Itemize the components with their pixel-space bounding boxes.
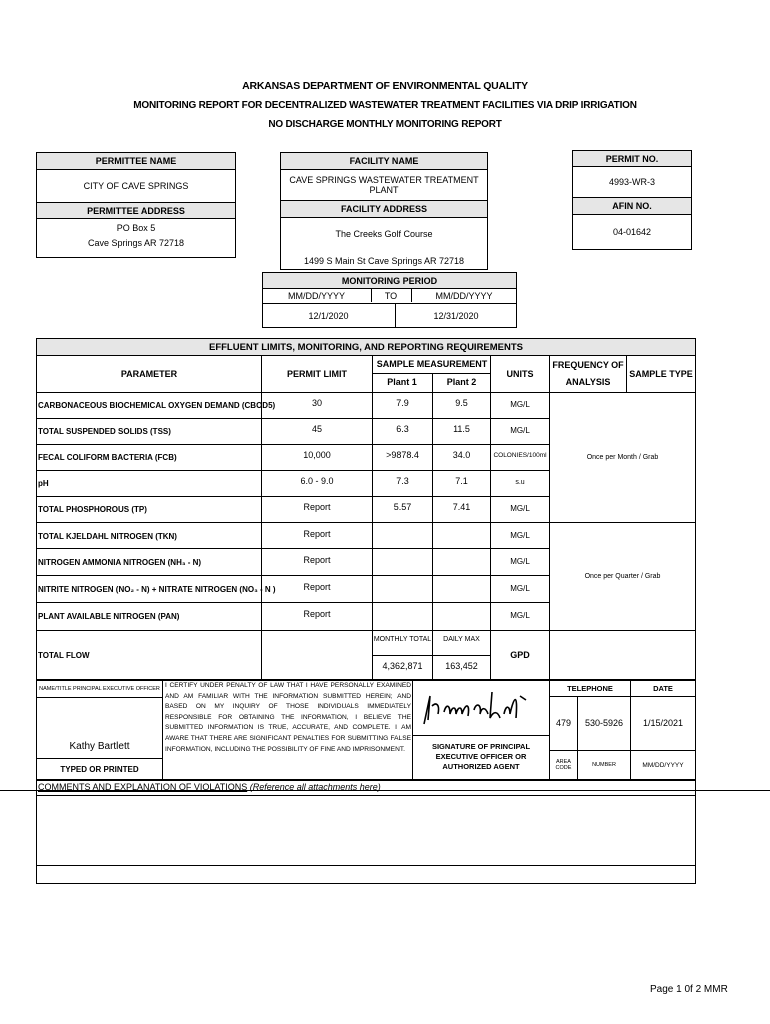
plant1-cbod5: 7.9 <box>396 398 409 408</box>
col-frequency-1: FREQUENCY OF <box>552 360 624 370</box>
afin-no: 04-01642 <box>612 227 652 237</box>
param-cbod5: CARBONACEOUS BIOCHEMICAL OXYGEN DEMAND (CBOD5) <box>38 401 276 410</box>
units-cbod5: MG/L <box>510 400 530 409</box>
param-ph: pH <box>38 479 49 488</box>
plant1-fcb: >9878.4 <box>386 450 419 460</box>
flow-units: GPD <box>510 650 530 660</box>
agency-title: ARKANSAS DEPARTMENT OF ENVIRONMENTAL QUALITY <box>242 80 528 92</box>
param-fcb: FECAL COLIFORM BACTERIA (FCB) <box>38 453 177 462</box>
plant2-ph: 7.1 <box>455 476 468 486</box>
comments-heading <box>38 782 381 792</box>
date-label: DATE <box>653 684 673 693</box>
units-ph: s.u <box>515 479 525 486</box>
comments-ref: (Reference all attachments here) <box>249 782 381 792</box>
area-code: 479 <box>555 718 572 728</box>
units-tss: MG/L <box>510 426 530 435</box>
limit-nh3: Report <box>303 555 331 565</box>
param-tss: TOTAL SUSPENDED SOLIDS (TSS) <box>38 427 171 436</box>
col-plant2: Plant 2 <box>446 377 477 387</box>
comments-label: COMMENTS AND EXPLANATION OF VIOLATIONS <box>38 782 248 792</box>
afin-no-label: AFIN NO. <box>573 198 691 214</box>
facility-address-line1: The Creeks Golf Course <box>335 229 433 239</box>
permittee-name: CITY OF CAVE SPRINGS <box>83 181 189 191</box>
daily-max-value: 163,452 <box>445 661 478 671</box>
param-pan: PLANT AVAILABLE NITROGEN (PAN) <box>38 612 180 621</box>
frequency-monthly: Once per Month / Grab <box>586 453 659 461</box>
frequency-quarterly: Once per Quarter / Grab <box>584 572 661 580</box>
limit-ph: 6.0 - 9.0 <box>300 476 334 486</box>
col-units: UNITS <box>506 369 534 379</box>
permittee-name-label: PERMITTEE NAME <box>37 153 235 169</box>
permittee-address-line2: Cave Springs AR 72718 <box>87 238 185 248</box>
signature <box>418 684 544 732</box>
permittee-address-line1: PO Box 5 <box>116 223 156 233</box>
col-plant1: Plant 1 <box>387 377 417 387</box>
plant2-cbod5: 9.5 <box>455 398 468 408</box>
col-parameter: PARAMETER <box>120 369 178 379</box>
col-permit-limit: PERMIT LIMIT <box>287 369 347 379</box>
date-format-label: MM/DD/YYYY <box>642 761 684 769</box>
facility-address-line2: 1499 S Main St Cave Springs AR 72718 <box>303 256 465 266</box>
certification-text: I CERTIFY UNDER PENALTY OF LAW THAT I HAVE PERSONALLY EXAMINED AND AM FAMILIAR WITH THE INFORMATION SUBMITTED HEREIN; AND BASED ON MY INQUIRY OF THOSE INDIVIDUALS IMMEDIATELY RESPONSIBLE FOR OBTAINING THE INFORMATION, I BELIEVE THE SUBMITTED INFORMATION IS TRUE, ACCURATE, AND COMPLETE. I AM AWARE THAT THERE ARE SIGNIFICANT PENALTIES FOR SUBMITTING FALSE INFORMATION, INCLUDING THE POSSIBILITY OF FINE AND IMPRISONMENT. <box>165 682 411 753</box>
from-format: MM/DD/YYYY <box>287 291 345 301</box>
param-no2-no3: NITRITE NITROGEN (NO₂ - N) + NITRATE NITROGEN (NO₃ - N ) <box>38 585 276 594</box>
total-flow-label: TOTAL FLOW <box>38 651 90 660</box>
sign-date: 1/15/2021 <box>642 718 684 728</box>
period-to: 12/31/2020 <box>433 311 479 321</box>
monthly-total-value: 4,362,871 <box>382 661 423 671</box>
param-nh3: NITROGEN AMMONIA NITROGEN (NH₃ - N) <box>38 558 202 567</box>
facility-name: CAVE SPRINGS WASTEWATER TREATMENT PLANT <box>289 175 479 195</box>
permit-no: 4993-WR-3 <box>608 177 655 187</box>
daily-max-label: DAILY MAX <box>443 636 480 643</box>
monitoring-period-label: MONITORING PERIOD <box>263 273 516 288</box>
signature-label: SIGNATURE OF PRINCIPAL EXECUTIVE OFFICER OR AUTHORIZED AGENT <box>431 742 531 771</box>
param-tp: TOTAL PHOSPHOROUS (TP) <box>38 505 147 514</box>
col-sample-measurement: SAMPLE MEASUREMENT <box>376 359 488 369</box>
units-tp: MG/L <box>510 504 530 513</box>
officer-label: NAME/TITLE PRINCIPAL EXECUTIVE OFFICER <box>39 685 160 692</box>
param-tkn: TOTAL KJELDAHL NITROGEN (TKN) <box>38 532 177 541</box>
limit-tkn: Report <box>303 529 331 539</box>
units-pan: MG/L <box>510 611 530 620</box>
plant2-tp: 7.41 <box>452 502 471 512</box>
plant1-tss: 6.3 <box>396 424 409 434</box>
officer-name: Kathy Bartlett <box>69 740 130 752</box>
limit-pan: Report <box>303 609 331 619</box>
facility-address-label: FACILITY ADDRESS <box>281 201 487 217</box>
plant2-tss: 11.5 <box>453 424 470 434</box>
monthly-total-label: MONTHLY TOTAL <box>373 636 432 643</box>
page-number: Page 1 0f 2 MMR <box>650 984 728 995</box>
plant1-ph: 7.3 <box>396 476 409 486</box>
number-label: NUMBER <box>592 762 616 768</box>
plant1-tp: 5.57 <box>393 502 412 512</box>
limit-tp: Report <box>303 502 331 512</box>
units-nh3: MG/L <box>510 557 530 566</box>
units-fcb: COLONIES/100ml <box>493 452 547 459</box>
col-frequency-2: ANALYSIS <box>565 377 611 387</box>
col-sample-type: SAMPLE TYPE <box>629 369 693 379</box>
phone-number: 530-5926 <box>584 718 624 728</box>
units-no2-no3: MG/L <box>510 584 530 593</box>
typed-or-printed-label: TYPED OR PRINTED <box>60 764 139 774</box>
to-format: MM/DD/YYYY <box>435 291 493 301</box>
effluent-title: EFFLUENT LIMITS, MONITORING, AND REPORTING REQUIREMENTS <box>37 339 695 355</box>
limit-tss: 45 <box>311 424 322 434</box>
report-title: MONITORING REPORT FOR DECENTRALIZED WASTEWATER TREATMENT FACILITIES VIA DRIP IRRIGATION <box>133 100 637 111</box>
area-code-label: AREA CODE <box>555 759 572 771</box>
permittee-address-label: PERMITTEE ADDRESS <box>37 203 235 218</box>
units-tkn: MG/L <box>510 531 530 540</box>
to-label: TO <box>384 291 398 301</box>
facility-name-label: FACILITY NAME <box>281 153 487 169</box>
period-from: 12/1/2020 <box>308 311 349 321</box>
limit-no2-no3: Report <box>303 582 331 592</box>
report-subtitle: NO DISCHARGE MONTHLY MONITORING REPORT <box>268 119 502 130</box>
plant2-fcb: 34.0 <box>452 450 471 460</box>
limit-fcb: 10,000 <box>303 450 331 460</box>
limit-cbod5: 30 <box>311 398 322 408</box>
telephone-label: TELEPHONE <box>567 684 613 693</box>
permit-no-label: PERMIT NO. <box>573 151 691 166</box>
